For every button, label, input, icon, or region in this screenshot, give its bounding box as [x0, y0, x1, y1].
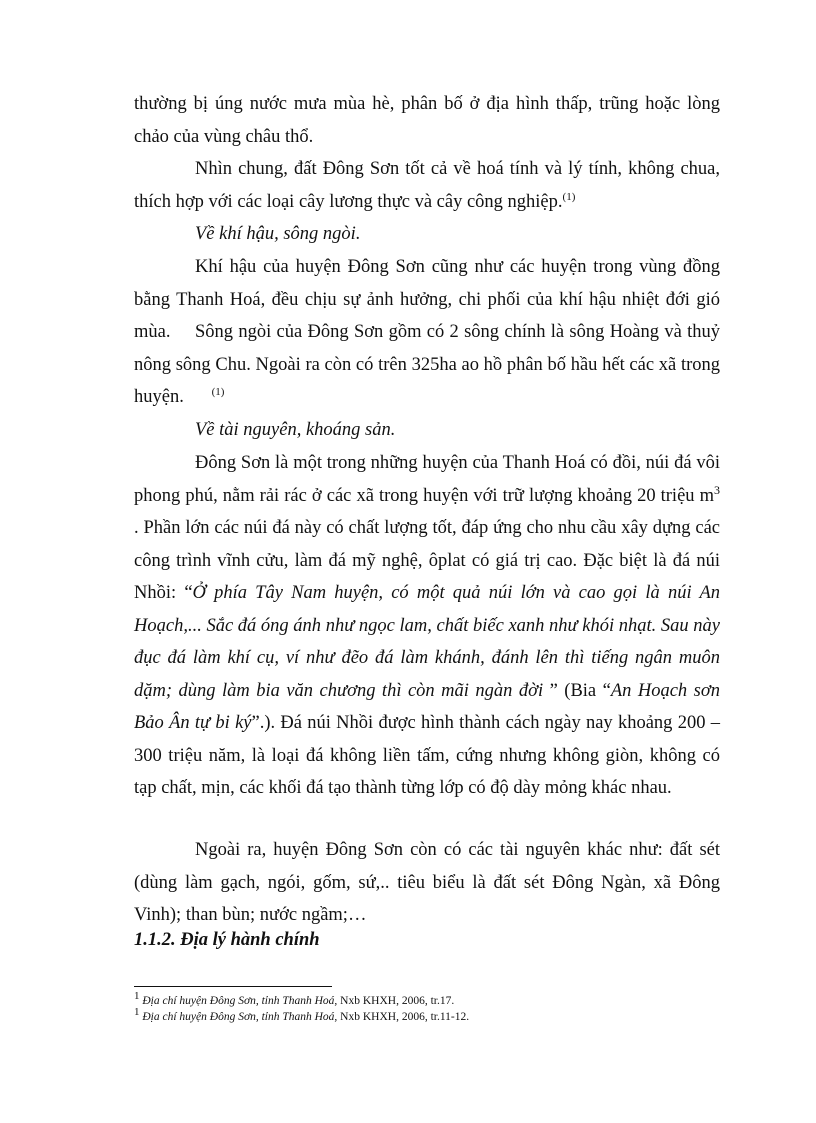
paragraph-text: . Phần lớn các núi đá này có chất lượng tốt, đáp ứng cho nhu cầu xây dựng các công trình vĩnh cửu, làm đá mỹ nghệ, ôplat có giá trị cao. Đặc biệt là đá núi Nhồi: “ — [134, 518, 720, 603]
paragraph-text: Đông Sơn là một trong những huyện của Thanh Hoá có đồi, núi đá vôi phong phú, nằm rải rác ở các xã trong huyện với trữ lượng khoảng 20 triệu m — [134, 453, 720, 506]
footnote-text: , Nxb KHXH, 2006, tr.17. — [334, 995, 455, 1007]
footnote-ref: (1) — [562, 190, 576, 203]
paragraph-text: Khí hậu của huyện Đông Sơn cũng như các huyện trong vùng đồng bằng Thanh Hoá, đều chịu sự ảnh hưởng, chi phối của khí hậu nhiệt đới gió mùa. — [134, 257, 720, 342]
footnote-title: Địa chí huyện Đông Sơn, tỉnh Thanh Hoá — [142, 995, 335, 1007]
paragraph-text: thường bị úng nước mưa mùa hè, phân bố ở địa hình thấp, trũng hoặc lòng chảo của vùng châu thổ. — [134, 94, 720, 147]
subheading-resources — [134, 414, 720, 447]
quotation-source: An Hoạch sơn Bảo Ân tự bi ký — [134, 680, 720, 733]
footnote-ref: (1) — [211, 385, 225, 398]
paragraph-text: ”.). Đá núi Nhồi được hình thành cách ngày nay khoảng 200 – 300 triệu năm, là loại đá không liền tấm, cứng nhưng không giòn, không có tạp chất, mịn, các khối đá tạo thành từng lớp có độ dày mỏng khác nhau. — [134, 713, 720, 798]
quotation: Ở phía Tây Nam huyện, có một quả núi lớn và cao gọi là núi An Hoạch,... Sắc đá óng ánh như ngọc lam, chất biếc xanh như khói nhạt. Sau này đục đá làm khí cụ, ví như đẽo đá làm khánh, đánh lên thì tiếng ngân muôn dặm; dùng làm bia văn chương thì còn mãi ngàn đời — [134, 583, 720, 701]
footnote-separator — [134, 986, 332, 987]
footnote-mark: 1 — [134, 1006, 140, 1019]
subheading-climate-rivers — [134, 218, 720, 251]
paragraph-text: ” (Bia “ — [543, 680, 611, 701]
footnote-2 — [134, 1006, 470, 1024]
paragraph-rivers — [134, 316, 720, 414]
footnote-mark: 1 — [134, 990, 140, 1003]
paragraph-text: Nhìn chung, đất Đông Sơn tốt cả về hoá tính và lý tính, không chua, thích hợp với các loại cây lương thực và cây công nghiệp. — [134, 159, 720, 212]
subheading-text: Về khí hậu, sông ngòi. — [195, 224, 361, 244]
section-heading: 1.1.2. Địa lý hành chính — [134, 930, 320, 950]
paragraph-text: Ngoài ra, huyện Đông Sơn còn có các tài nguyên khác như: đất sét (dùng làm gạch, ngói, gốm, sứ,.. tiêu biểu là đất sét Đông Ngàn, xã Đông Vinh); than bùn; nước ngầm;… — [134, 840, 720, 925]
paragraph-soil-lowland — [134, 88, 720, 153]
footnote-1 — [134, 990, 455, 1008]
subheading-text: Về tài nguyên, khoáng sản. — [195, 420, 396, 440]
paragraph-limestone — [134, 447, 720, 805]
footnote-text: , Nxb KHXH, 2006, tr.11-12. — [334, 1011, 470, 1023]
superscript: 3 — [714, 482, 720, 497]
paragraph-other-resources — [134, 834, 720, 932]
footnote-title: Địa chí huyện Đông Sơn, tỉnh Thanh Hoá — [142, 1011, 335, 1023]
paragraph-soil-summary — [134, 153, 720, 218]
paragraph-text: Sông ngòi của Đông Sơn gồm có 2 sông chính là sông Hoàng và thuỷ nông sông Chu. Ngoài ra còn có trên 325ha ao hồ phân bố hầu hết các xã trong huyện. — [134, 322, 720, 407]
